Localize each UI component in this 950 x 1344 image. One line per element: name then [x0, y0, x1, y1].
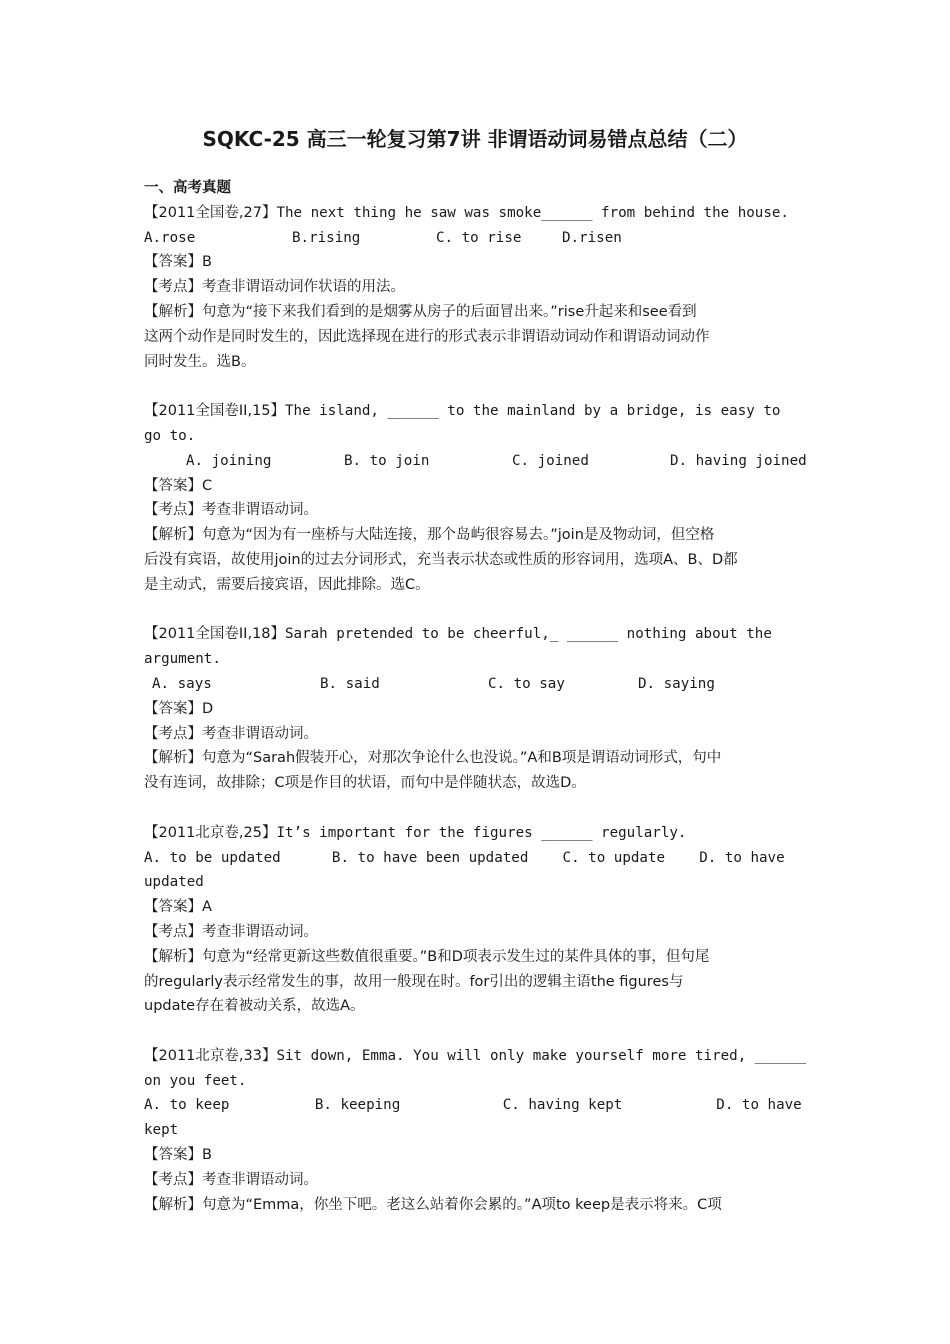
question-1-stem: [144, 201, 807, 226]
question-2-analysis-line: 【解析】句意为“因为有一座桥与大陆连接，那个岛屿很容易去。”join是及物动词，但空格: [144, 527, 715, 544]
question-4-options: A. to be updated B. to have been updated C. to update D. to have: [144, 849, 785, 866]
question-3-analysis-line: 没有连词，故排除；C项是作目的状语，而句中是伴随状态，故选D。: [144, 775, 586, 792]
question-2-tag: 【2011全国卷II,15】: [144, 403, 286, 420]
option-b: B. said: [320, 675, 380, 692]
question-1-point: 【考点】考查非谓语动词作状语的用法。: [144, 279, 405, 296]
question-2-point: 【考点】考查非谓语动词。: [144, 502, 318, 519]
option-a: A. says: [152, 675, 212, 692]
question-5-stem-continued: on you feet.: [144, 1072, 247, 1089]
question-3-stem-continued: argument.: [144, 651, 221, 668]
question-5-tag: 【2011北京卷,33】: [144, 1047, 277, 1064]
question-3-stem-text: Sarah pretended to be cheerful,_ ______ nothing about the: [285, 626, 772, 643]
question-4-point: 【考点】考查非谓语动词。: [144, 923, 318, 940]
option-c: C. to rise: [436, 229, 522, 246]
question-5-answer: 【答案】B: [144, 1147, 212, 1164]
option-d: D.risen: [562, 229, 622, 246]
question-1-analysis-line: 这两个动作是同时发生的，因此选择现在进行的形式表示非谓语动词动作和谓语动词动作: [144, 328, 710, 345]
question-2-stem: [144, 399, 807, 424]
question-4-answer: 【答案】A: [144, 899, 212, 916]
question-5-analysis-line: 【解析】句意为“Emma，你坐下吧。老这么站着你会累的。”A项to keep是表示将来。C项: [144, 1196, 722, 1213]
question-2-analysis-line: 后没有宾语，故使用join的过去分词形式，充当表示状态或性质的形容词用，选项A、B、D都: [144, 551, 738, 568]
document-body: [144, 176, 807, 1217]
question-2-stem-continued: go to.: [144, 427, 196, 444]
question-3-options: [144, 672, 807, 697]
question-3-answer: 【答案】D: [144, 700, 214, 717]
option-b: B. to join: [344, 452, 430, 469]
question-2-stem-text: The island, ______ to the mainland by a bridge, is easy to: [285, 403, 781, 420]
option-c: C. to say: [488, 675, 565, 692]
question-3-point: 【考点】考查非谓语动词。: [144, 725, 318, 742]
question-2-analysis-line: 是主动式，需要后接宾语，因此排除。选C。: [144, 576, 430, 593]
question-4-options-continued: updated: [144, 874, 204, 891]
question-2-answer: 【答案】C: [144, 477, 213, 494]
question-1-tag: 【2011全国卷,27】: [144, 204, 277, 221]
option-a: A. joining: [186, 452, 272, 469]
question-3-stem: [144, 622, 807, 647]
section-heading: 一、高考真题: [144, 180, 231, 196]
option-c: C. joined: [512, 452, 589, 469]
question-5-options-continued: kept: [144, 1122, 179, 1139]
question-2-options: [144, 449, 807, 474]
question-5-options: A. to keep B. keeping C. having kept D. to have: [144, 1097, 802, 1114]
question-4-stem: [144, 821, 807, 846]
question-5-point: 【考点】考查非谓语动词。: [144, 1171, 318, 1188]
question-4-tag: 【2011北京卷,25】: [144, 824, 277, 841]
document-title: SQKC-25 高三一轮复习第7讲 非谓语动词易错点总结（二）: [202, 127, 748, 151]
question-4-analysis-line: update存在着被动关系，故选A。: [144, 998, 365, 1015]
question-3-tag: 【2011全国卷II,18】: [144, 626, 286, 643]
question-4-analysis-line: 【解析】句意为“经常更新这些数值很重要。”B和D项表示发生过的某件具体的事，但句尾: [144, 948, 710, 965]
question-3-analysis-line: 【解析】句意为“Sarah假装开心，对那次争论什么也没说。”A和B项是谓语动词形式，句中: [144, 750, 722, 767]
question-1-stem-text: The next thing he saw was smoke______ from behind the house.: [276, 204, 789, 221]
question-1-analysis-line: 同时发生。选B。: [144, 353, 256, 370]
question-1-analysis-line: 【解析】句意为“接下来我们看到的是烟雾从房子的后面冒出来。”rise升起来和see看到: [144, 303, 697, 320]
question-5-stem-text: Sit down, Emma. You will only make yourself more tired, ______: [276, 1047, 807, 1064]
option-b: B.rising: [292, 229, 361, 246]
question-4-analysis-line: 的regularly表示经常发生的事，故用一般现在时。for引出的逻辑主语the figures与: [144, 973, 684, 990]
question-1-answer: 【答案】B: [144, 254, 212, 271]
option-d: D. having joined: [670, 452, 807, 469]
question-4-stem-text: It’s important for the figures ______ regularly.: [276, 824, 687, 841]
option-a: A.rose: [144, 229, 196, 246]
question-1-options: [144, 226, 807, 251]
question-5-stem: [144, 1044, 807, 1069]
option-d: D. saying: [638, 675, 715, 692]
